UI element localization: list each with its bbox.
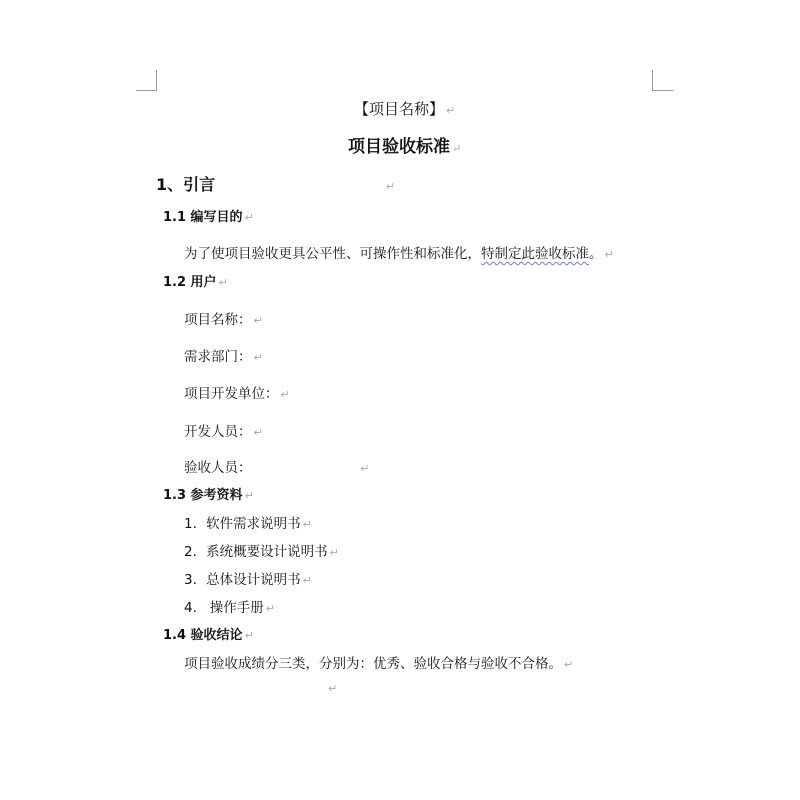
- field-project-name: 项目名称： ↵: [184, 310, 263, 331]
- subsection-heading-purpose: 1.1 编写目的 ↵: [163, 208, 254, 228]
- grammar-flagged-text[interactable]: 特制定此验收标准: [481, 246, 589, 262]
- page-corner-mark-top-left: [136, 70, 157, 91]
- subsection-heading-conclusion: 1.4 验收结论 ↵: [163, 626, 254, 646]
- field-development-unit: 项目开发单位： ↵: [184, 384, 290, 405]
- purpose-text: 为了使项目验收更具公平性、可操作性和标准化，: [184, 246, 481, 262]
- purpose-text-end: 。: [589, 246, 603, 262]
- section-heading-text: 1、引言: [156, 175, 216, 194]
- field-acceptance-staff: [184, 458, 370, 479]
- field-label: 验收人员：: [184, 460, 252, 476]
- conclusion-paragraph: 项目验收成绩分三类，分别为：优秀、验收合格与验收不合格。 ↵: [184, 654, 573, 675]
- subsection-heading-users: 1.2 用户 ↵: [163, 273, 228, 293]
- reference-item: 3．总体设计说明书 ↵: [184, 570, 312, 591]
- subsection-heading-references: 1.3 参考资料 ↵: [163, 486, 254, 506]
- field-requesting-department: 需求部门： ↵: [184, 347, 263, 368]
- paragraph-mark: [215, 175, 395, 197]
- reference-item: 1．软件需求说明书 ↵: [184, 514, 312, 535]
- reference-item: 4. 操作手册 ↵: [184, 598, 275, 619]
- purpose-paragraph: [184, 244, 614, 265]
- reference-item: 2．系统概要设计说明书 ↵: [184, 542, 339, 563]
- document-title: 项目验收标准 ↵: [348, 137, 461, 159]
- section-heading-introduction: [156, 175, 395, 197]
- project-name: 【项目名称】 ↵: [354, 99, 455, 121]
- empty-paragraph: [326, 678, 337, 699]
- paragraph-mark: [252, 458, 370, 479]
- page-corner-mark-top-right: [652, 70, 673, 91]
- field-developers: 开发人员： ↵: [184, 422, 263, 443]
